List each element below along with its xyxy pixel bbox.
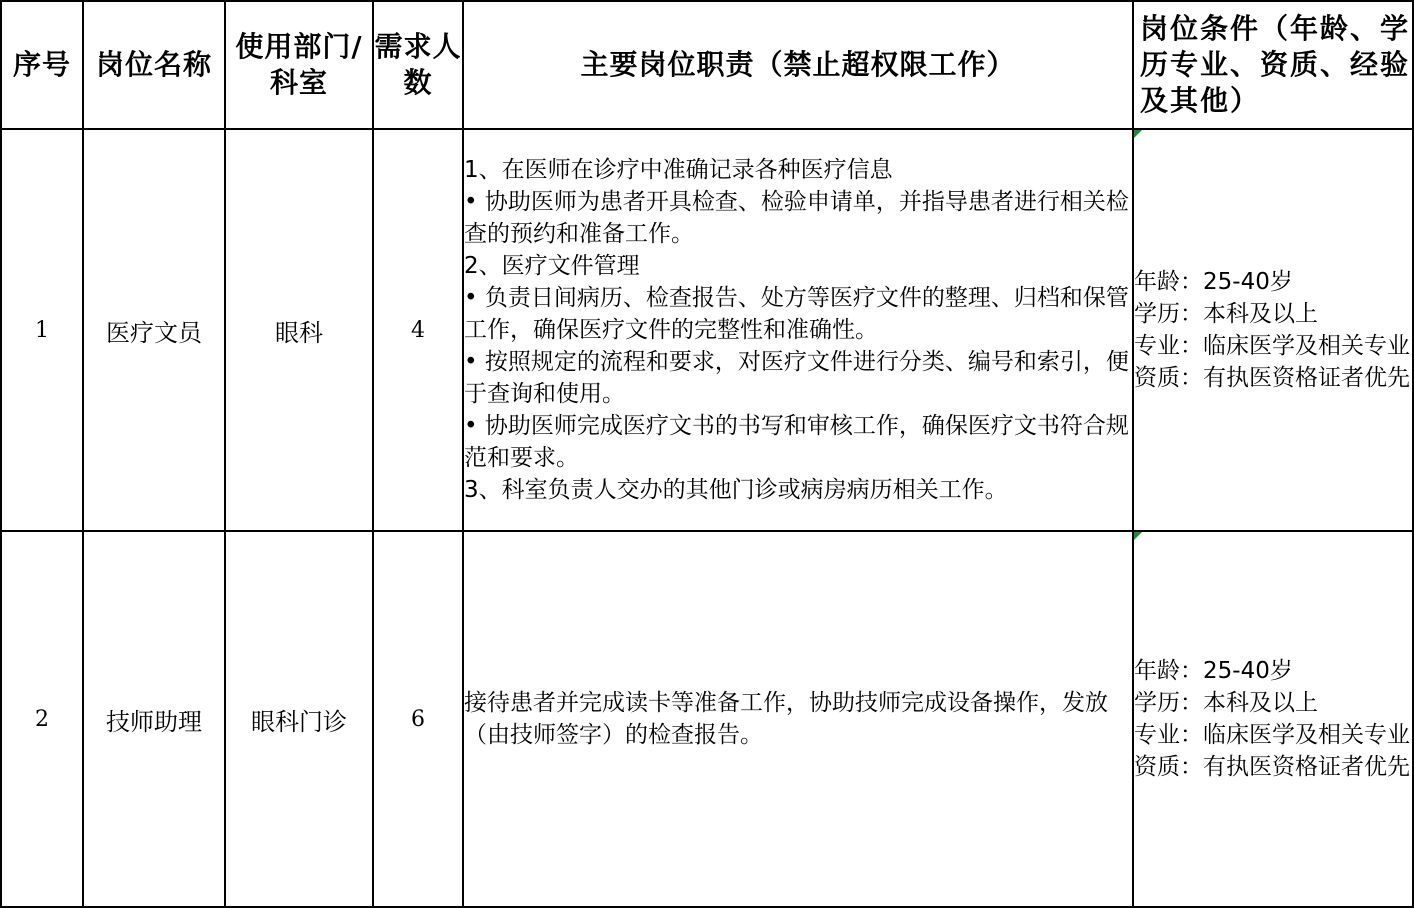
cell-duties[interactable] — [463, 129, 1133, 531]
cell-department[interactable]: 眼科 — [225, 129, 373, 531]
condition-age: 年龄：25-40岁 — [1134, 269, 1293, 295]
duty-line: • 按照规定的流程和要求，对医疗文件进行分类、编号和索引，便于查询和使用。 — [464, 349, 1129, 407]
condition-qualification: 资质：有执医资格证者优先 — [1134, 754, 1410, 780]
duty-line: 2、医疗文件管理 — [464, 253, 640, 279]
cell-seq[interactable]: 1 — [1, 129, 83, 531]
duty-line: • 负责日间病历、检查报告、处方等医疗文件的整理、归档和保管工作，确保医疗文件的完整性和准确性。 — [464, 285, 1129, 343]
cell-conditions[interactable] — [1133, 129, 1413, 531]
cell-seq[interactable]: 2 — [1, 531, 83, 907]
header-position[interactable]: 岗位名称 — [83, 1, 225, 129]
condition-major: 专业：临床医学及相关专业 — [1134, 722, 1410, 748]
cell-department[interactable]: 眼科门诊 — [225, 531, 373, 907]
duty-line: 1、在医师在诊疗中准确记录各种医疗信息 — [464, 157, 893, 183]
condition-age: 年龄：25-40岁 — [1134, 658, 1293, 684]
condition-major: 专业：临床医学及相关专业 — [1134, 333, 1410, 359]
cell-headcount[interactable]: 4 — [373, 129, 463, 531]
duty-line: • 协助医师完成医疗文书的书写和审核工作，确保医疗文书符合规范和要求。 — [464, 413, 1129, 471]
condition-education: 学历：本科及以上 — [1134, 301, 1318, 327]
cell-duties[interactable] — [463, 531, 1133, 907]
header-conditions[interactable]: 岗位条件（年龄、学历专业、资质、经验及其他） — [1133, 1, 1413, 129]
header-row — [1, 1, 1413, 129]
condition-qualification: 资质：有执医资格证者优先 — [1134, 365, 1410, 391]
cell-position[interactable]: 技师助理 — [83, 531, 225, 907]
table-row — [1, 129, 1413, 531]
cell-headcount[interactable]: 6 — [373, 531, 463, 907]
header-department[interactable]: 使用部门/科室 — [225, 1, 373, 129]
duty-line: • 协助医师为患者开具检查、检验申请单，并指导患者进行相关检查的预约和准备工作。 — [464, 189, 1129, 247]
condition-education: 学历：本科及以上 — [1134, 690, 1318, 716]
header-seq[interactable]: 序号 — [1, 1, 83, 129]
cell-position[interactable]: 医疗文员 — [83, 129, 225, 531]
duty-line: 接待患者并完成读卡等准备工作，协助技师完成设备操作，发放（由技师签字）的检查报告。 — [464, 690, 1108, 748]
table-row — [1, 531, 1413, 907]
cell-conditions[interactable] — [1133, 531, 1413, 907]
duty-line: 3、科室负责人交办的其他门诊或病房病历相关工作。 — [464, 477, 1008, 503]
header-duties[interactable]: 主要岗位职责（禁止超权限工作） — [463, 1, 1133, 129]
comment-marker-icon — [1134, 532, 1142, 540]
header-headcount[interactable]: 需求人数 — [373, 1, 463, 129]
comment-marker-icon — [1134, 130, 1142, 138]
